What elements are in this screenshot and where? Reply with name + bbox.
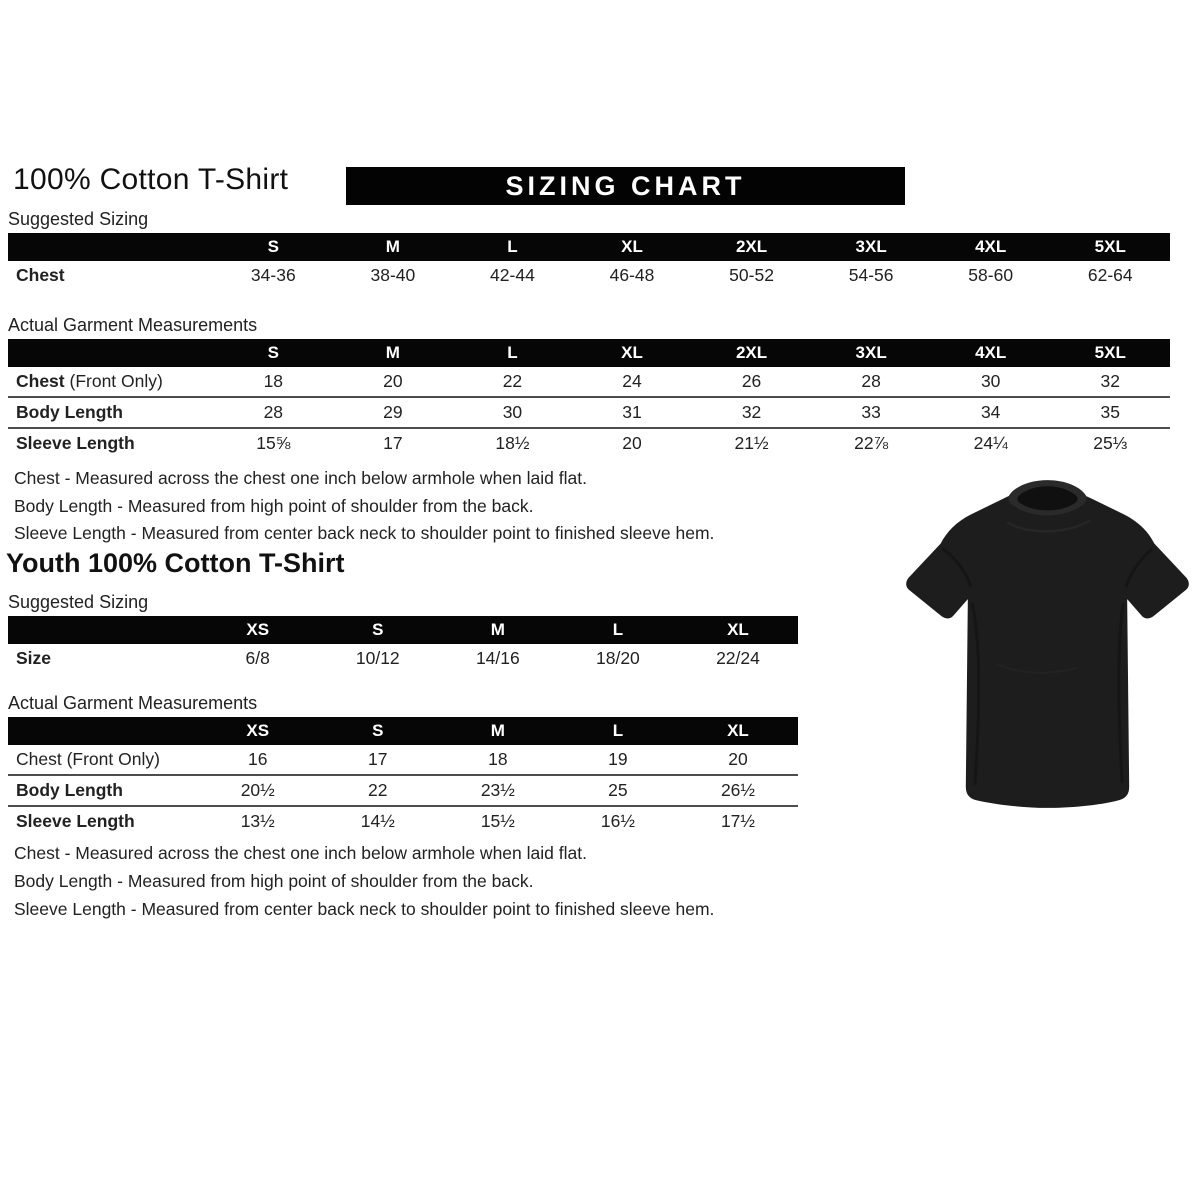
- adult-note-chest: Chest - Measured across the chest one inch below armhole when laid flat.: [14, 468, 587, 488]
- value-cell: 6/8: [245, 648, 270, 668]
- value-cell: 18: [488, 749, 508, 769]
- value-cell: 18: [263, 371, 284, 391]
- column-header: L: [507, 237, 518, 256]
- value-cell: 62-64: [1087, 265, 1133, 285]
- column-header: L: [612, 721, 624, 740]
- column-header: S: [267, 343, 279, 362]
- column-header: 2XL: [735, 343, 768, 362]
- column-header: S: [372, 620, 384, 639]
- table-row: [8, 745, 798, 774]
- youth-note-body-length: Body Length - Measured from high point of shoulder from the back.: [14, 871, 534, 891]
- column-header: XS: [246, 721, 270, 740]
- sizing-chart-banner: SIZING CHART: [346, 167, 905, 205]
- column-header: 3XL: [855, 343, 887, 362]
- value-cell: 23½: [480, 780, 515, 800]
- value-cell: 16½: [600, 811, 635, 831]
- column-header: M: [385, 343, 400, 362]
- value-cell: 24: [622, 371, 642, 391]
- column-header: 4XL: [975, 343, 1007, 362]
- table-row: [8, 427, 1170, 458]
- column-header: 4XL: [975, 237, 1007, 256]
- value-cell: 35: [1100, 402, 1120, 422]
- youth-actual-measurements-label: Actual Garment Measurements: [8, 693, 258, 713]
- row-label: Sleeve Length: [16, 433, 135, 453]
- value-cell: 25⅓: [1093, 433, 1128, 453]
- value-cell: 20: [383, 371, 403, 391]
- row-label: Chest (Front Only): [16, 371, 163, 391]
- youth-section-title: Youth 100% Cotton T-Shirt: [6, 548, 345, 578]
- value-cell: 21½: [734, 433, 769, 453]
- column-header: L: [507, 343, 518, 362]
- youth-suggested-sizing-label: Suggested Sizing: [8, 592, 149, 612]
- row-label: Body Length: [16, 402, 123, 422]
- value-cell: 20½: [240, 780, 275, 800]
- row-label: Size: [16, 648, 52, 668]
- column-header: S: [267, 237, 279, 256]
- column-header: S: [372, 721, 384, 740]
- table-header-row: [8, 616, 798, 644]
- table-row: [8, 367, 1170, 396]
- row-label: Sleeve Length: [16, 811, 135, 831]
- adult-suggested-sizing-table: [8, 233, 1170, 290]
- value-cell: 29: [383, 402, 403, 422]
- column-header: 3XL: [855, 237, 887, 256]
- value-cell: 54-56: [848, 265, 894, 285]
- column-header: 5XL: [1094, 237, 1126, 256]
- table-header-row: [8, 339, 1170, 367]
- row-label: Body Length: [16, 780, 123, 800]
- table-row: [8, 396, 1170, 427]
- row-label: Chest (Front Only): [16, 749, 160, 769]
- table-row: [8, 774, 798, 805]
- value-cell: 19: [608, 749, 628, 769]
- value-cell: 22: [502, 371, 523, 391]
- column-header: XL: [727, 620, 749, 639]
- table-row: [8, 644, 798, 673]
- value-cell: 17: [383, 433, 403, 453]
- value-cell: 30: [502, 402, 523, 422]
- value-cell: 14/16: [475, 648, 520, 668]
- table-header-row: [8, 233, 1170, 261]
- value-cell: 34: [980, 402, 1001, 422]
- value-cell: 26½: [720, 780, 755, 800]
- value-cell: 10/12: [355, 648, 400, 668]
- value-cell: 42-44: [490, 265, 535, 285]
- tshirt-icon: [895, 462, 1200, 820]
- value-cell: 38-40: [370, 265, 416, 285]
- column-header: XL: [727, 721, 749, 740]
- adult-actual-measurements-table: [8, 339, 1170, 458]
- value-cell: 24¼: [973, 433, 1008, 453]
- value-cell: 46-48: [609, 265, 655, 285]
- column-header: 5XL: [1094, 343, 1126, 362]
- adult-note-body-length: Body Length - Measured from high point of shoulder from the back.: [14, 496, 534, 516]
- value-cell: 14½: [360, 811, 395, 831]
- column-header: M: [490, 721, 505, 740]
- youth-suggested-sizing-table: [8, 616, 798, 673]
- value-cell: 18½: [495, 433, 530, 453]
- column-header: 2XL: [735, 237, 768, 256]
- value-cell: 32: [741, 402, 762, 422]
- value-cell: 20: [728, 749, 748, 769]
- value-cell: 17: [368, 749, 388, 769]
- adult-suggested-sizing-label: Suggested Sizing: [8, 209, 149, 229]
- value-cell: 22⅞: [854, 433, 889, 453]
- column-header: XL: [621, 237, 643, 256]
- adult-actual-measurements-label: Actual Garment Measurements: [8, 315, 258, 335]
- value-cell: 28: [861, 371, 881, 391]
- value-cell: 25: [608, 780, 628, 800]
- column-header: XL: [621, 343, 643, 362]
- value-cell: 18/20: [596, 648, 640, 668]
- value-cell: 13½: [240, 811, 275, 831]
- adult-note-sleeve-length: Sleeve Length - Measured from center back neck to shoulder point to finished sleeve hem.: [14, 523, 715, 543]
- value-cell: 26: [741, 371, 762, 391]
- value-cell: 17½: [720, 811, 755, 831]
- column-header: L: [612, 620, 624, 639]
- value-cell: 22: [368, 780, 388, 800]
- column-header: M: [490, 620, 505, 639]
- value-cell: 22/24: [716, 648, 760, 668]
- table-header-row: [8, 717, 798, 745]
- column-header: M: [385, 237, 400, 256]
- value-cell: 34-36: [250, 265, 296, 285]
- value-cell: 15⅝: [256, 433, 291, 453]
- youth-actual-measurements-table: [8, 717, 798, 836]
- page-title: 100% Cotton T-Shirt: [13, 163, 289, 196]
- value-cell: 58-60: [968, 265, 1014, 285]
- black-tshirt-photo: [895, 462, 1200, 820]
- value-cell: 15½: [480, 811, 515, 831]
- value-cell: 33: [861, 402, 881, 422]
- value-cell: 31: [622, 402, 642, 422]
- value-cell: 28: [263, 402, 284, 422]
- table-row: [8, 805, 798, 836]
- value-cell: 30: [980, 371, 1001, 391]
- value-cell: 32: [1100, 371, 1120, 391]
- row-label: Chest: [16, 265, 65, 285]
- value-cell: 16: [247, 749, 268, 769]
- youth-note-chest: Chest - Measured across the chest one inch below armhole when laid flat.: [14, 843, 587, 863]
- youth-note-sleeve-length: Sleeve Length - Measured from center back neck to shoulder point to finished sleeve hem.: [14, 899, 715, 919]
- value-cell: 20: [622, 433, 642, 453]
- column-header: XS: [246, 620, 270, 639]
- value-cell: 50-52: [729, 265, 774, 285]
- table-row: [8, 261, 1170, 290]
